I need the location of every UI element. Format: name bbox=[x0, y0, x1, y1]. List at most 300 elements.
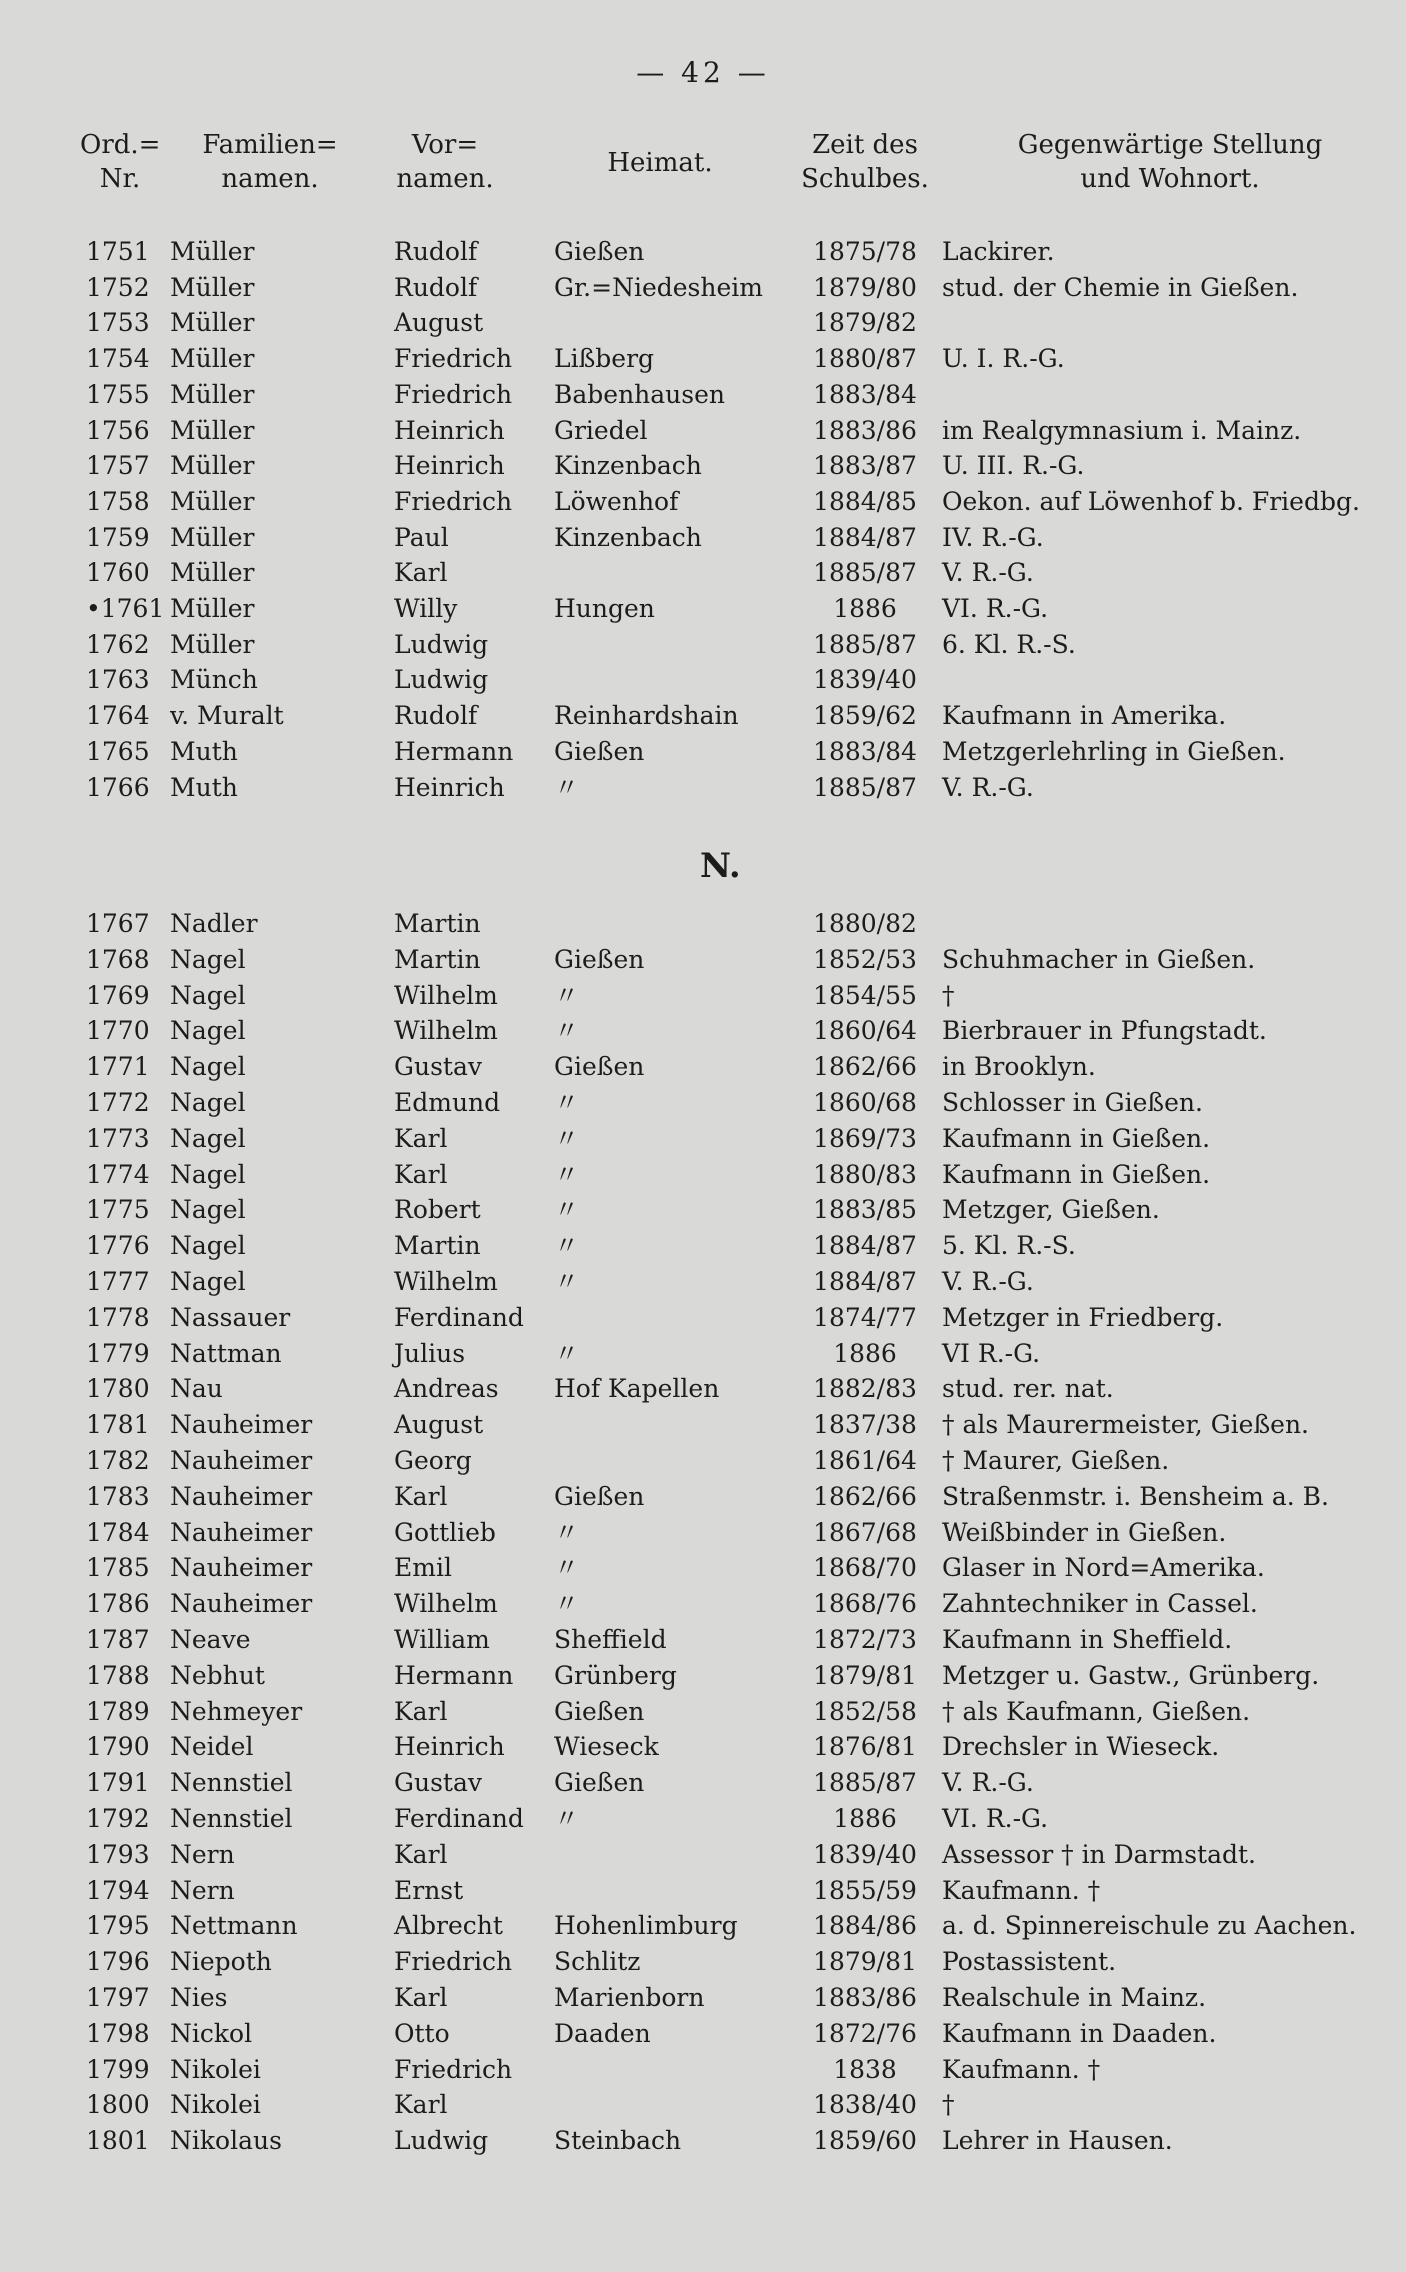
familienname: Nauheimer bbox=[170, 1517, 313, 1547]
stellung-wohnort: Metzger in Friedberg. bbox=[942, 1302, 1224, 1332]
table-row bbox=[0, 1801, 1406, 1837]
table-row bbox=[0, 555, 1406, 591]
heimat: 〃 bbox=[554, 1553, 580, 1583]
familienname: Müller bbox=[170, 308, 255, 338]
ord-nr: 1799 bbox=[86, 2054, 150, 2084]
zeit-des-schulbesuchs: 1884/87 bbox=[813, 1267, 917, 1296]
stellung-wohnort: Glaser in Nord=Amerika. bbox=[942, 1553, 1265, 1583]
vorname: August bbox=[394, 308, 484, 338]
stellung-wohnort: Lackirer. bbox=[942, 237, 1055, 266]
familienname: Nagel bbox=[170, 1267, 246, 1296]
table-row bbox=[0, 906, 1406, 942]
vorname: Karl bbox=[394, 1481, 448, 1511]
familienname: Müller bbox=[170, 272, 255, 302]
header-nr bbox=[80, 128, 160, 196]
familienname: Nennstiel bbox=[170, 1768, 293, 1798]
familienname: v. Muralt bbox=[170, 701, 284, 731]
vorname: Wilhelm bbox=[394, 1589, 498, 1619]
table-row bbox=[0, 662, 1406, 698]
table-row bbox=[0, 1694, 1406, 1730]
ord-nr: 1801 bbox=[86, 2126, 150, 2156]
ord-nr: 1765 bbox=[86, 736, 150, 766]
ord-nr: 1770 bbox=[86, 1016, 150, 1046]
ord-nr: 1768 bbox=[86, 944, 150, 974]
heimat: Gießen bbox=[554, 1768, 645, 1798]
heimat: Babenhausen bbox=[554, 379, 726, 409]
vorname: Heinrich bbox=[394, 1732, 505, 1762]
ord-nr: 1786 bbox=[86, 1589, 150, 1619]
zeit-des-schulbesuchs: 1884/85 bbox=[813, 486, 917, 516]
familienname: Neidel bbox=[170, 1732, 254, 1762]
stellung-wohnort: VI R.-G. bbox=[942, 1338, 1041, 1368]
table-row bbox=[0, 1550, 1406, 1586]
heimat: Lißberg bbox=[554, 344, 655, 374]
stellung-wohnort: a. d. Spinnereischule zu Aachen. bbox=[942, 1911, 1357, 1941]
vorname: Rudolf bbox=[394, 237, 478, 266]
stellung-wohnort: Kaufmann. † bbox=[942, 1875, 1101, 1905]
table-row bbox=[0, 1944, 1406, 1980]
vorname: August bbox=[394, 1410, 484, 1440]
ord-nr: 1755 bbox=[86, 379, 150, 409]
familienname: Nern bbox=[170, 1875, 235, 1905]
vorname: Edmund bbox=[394, 1088, 501, 1117]
stellung-wohnort: Bierbrauer in Pfungstadt. bbox=[942, 1016, 1267, 1046]
vorname: Friedrich bbox=[394, 344, 513, 374]
stellung-wohnort: in Brooklyn. bbox=[942, 1052, 1096, 1082]
vorname: Rudolf bbox=[394, 701, 478, 731]
familienname: Nagel bbox=[170, 1052, 246, 1082]
familienname: Nebhut bbox=[170, 1660, 265, 1690]
zeit-des-schulbesuchs: 1883/84 bbox=[813, 736, 917, 766]
heimat: Reinhardshain bbox=[554, 701, 739, 731]
vorname: Emil bbox=[394, 1553, 452, 1583]
ord-nr: 1792 bbox=[86, 1804, 150, 1833]
stellung-wohnort: 6. Kl. R.-S. bbox=[942, 629, 1076, 659]
stellung-wohnort: Schlosser in Gießen. bbox=[942, 1088, 1203, 1117]
heimat: Gießen bbox=[554, 237, 645, 266]
zeit-des-schulbesuchs: 1885/87 bbox=[813, 629, 917, 659]
zeit-des-schulbesuchs: 1874/77 bbox=[813, 1302, 917, 1332]
zeit-des-schulbesuchs: 1859/60 bbox=[813, 2126, 917, 2156]
stellung-wohnort: U. III. R.-G. bbox=[942, 451, 1085, 481]
ord-nr: 1783 bbox=[86, 1481, 150, 1511]
ord-nr: 1766 bbox=[86, 772, 150, 802]
vorname: Martin bbox=[394, 1231, 481, 1261]
familienname: Nettmann bbox=[170, 1911, 298, 1941]
stellung-wohnort: V. R.-G. bbox=[942, 772, 1034, 802]
table-row bbox=[0, 305, 1406, 341]
ord-nr: 1790 bbox=[86, 1732, 150, 1762]
heimat: Daaden bbox=[554, 2018, 651, 2048]
table-row bbox=[0, 591, 1406, 627]
header-line: Gegenwärtige Stellung bbox=[1017, 130, 1323, 160]
heimat: Gießen bbox=[554, 944, 645, 974]
vorname: Martin bbox=[394, 909, 481, 938]
header-familienname bbox=[190, 128, 350, 196]
ord-nr: 1784 bbox=[86, 1517, 150, 1547]
ord-nr: 1788 bbox=[86, 1660, 150, 1690]
familienname: Nadler bbox=[170, 909, 258, 938]
stellung-wohnort: Schuhmacher in Gießen. bbox=[942, 944, 1256, 974]
table-row bbox=[0, 1622, 1406, 1658]
vorname: Ludwig bbox=[394, 665, 489, 695]
heimat: Sheffield bbox=[554, 1625, 667, 1654]
ord-nr: 1759 bbox=[86, 522, 150, 552]
heimat: 〃 bbox=[554, 1231, 580, 1261]
heimat: 〃 bbox=[554, 1123, 580, 1153]
vorname: Heinrich bbox=[394, 415, 505, 445]
ord-nr: 1789 bbox=[86, 1696, 150, 1726]
ord-nr: 1769 bbox=[86, 980, 150, 1010]
vorname: Friedrich bbox=[394, 379, 513, 409]
zeit-des-schulbesuchs: 1882/83 bbox=[813, 1374, 917, 1404]
vorname: Karl bbox=[394, 1839, 448, 1869]
familienname: Müller bbox=[170, 344, 255, 374]
stellung-wohnort: Oekon. auf Löwenhof b. Friedbg. bbox=[942, 486, 1360, 516]
familienname: Nauheimer bbox=[170, 1446, 313, 1475]
ord-nr: 1796 bbox=[86, 1947, 150, 1977]
header-line: Zeit des bbox=[812, 130, 918, 160]
table-row bbox=[0, 1765, 1406, 1801]
ord-nr: 1785 bbox=[86, 1553, 150, 1583]
header-stellung bbox=[980, 128, 1360, 196]
table-row bbox=[0, 413, 1406, 449]
familienname: Nickol bbox=[170, 2018, 253, 2048]
ord-nr: 1795 bbox=[86, 1911, 150, 1941]
header-line: Heimat. bbox=[607, 148, 713, 178]
table-row bbox=[0, 698, 1406, 734]
stellung-wohnort: Straßenmstr. i. Bensheim a. B. bbox=[942, 1481, 1329, 1511]
ord-nr: 1797 bbox=[86, 1983, 150, 2012]
zeit-des-schulbesuchs: 1884/87 bbox=[813, 522, 917, 552]
header-line: namen. bbox=[396, 164, 494, 194]
heimat: Hohenlimburg bbox=[554, 1911, 738, 1941]
familienname: Nau bbox=[170, 1374, 223, 1404]
familienname: Nauheimer bbox=[170, 1553, 313, 1583]
stellung-wohnort: Postassistent. bbox=[942, 1947, 1117, 1977]
familienname: Nennstiel bbox=[170, 1804, 293, 1833]
heimat: 〃 bbox=[554, 1195, 580, 1225]
vorname: Willy bbox=[394, 594, 458, 623]
familienname: Nehmeyer bbox=[170, 1696, 303, 1726]
heimat: 〃 bbox=[554, 1517, 580, 1547]
ord-nr: 1760 bbox=[86, 558, 150, 588]
heimat: Grünberg bbox=[554, 1660, 677, 1690]
stellung-wohnort: Kaufmann in Gießen. bbox=[942, 1123, 1211, 1153]
table-row bbox=[0, 1837, 1406, 1873]
heimat: Gießen bbox=[554, 736, 645, 766]
page-number: — 42 — bbox=[636, 56, 770, 89]
table-row bbox=[0, 341, 1406, 377]
table-row bbox=[0, 484, 1406, 520]
heimat: 〃 bbox=[554, 1338, 580, 1368]
stellung-wohnort: im Realgymnasium i. Mainz. bbox=[942, 415, 1302, 445]
zeit-des-schulbesuchs: 1862/66 bbox=[813, 1052, 917, 1082]
zeit-des-schulbesuchs: 1884/86 bbox=[813, 1911, 917, 1941]
familienname: Niepoth bbox=[170, 1947, 272, 1977]
table-row bbox=[0, 1658, 1406, 1694]
ord-nr: 1793 bbox=[86, 1839, 150, 1869]
familienname: Müller bbox=[170, 415, 255, 445]
table-row bbox=[0, 770, 1406, 806]
vorname: Karl bbox=[394, 2090, 448, 2120]
header-line: namen. bbox=[221, 164, 319, 194]
header-vorname bbox=[380, 128, 510, 196]
section-letter: N. bbox=[700, 846, 741, 886]
heimat: 〃 bbox=[554, 1016, 580, 1046]
vorname: Hermann bbox=[394, 736, 514, 766]
ord-nr: 1778 bbox=[86, 1302, 150, 1332]
vorname: Ludwig bbox=[394, 2126, 489, 2156]
table-row bbox=[0, 2052, 1406, 2088]
header-line: und Wohnort. bbox=[1080, 164, 1260, 194]
header-line: Nr. bbox=[99, 164, 141, 194]
heimat: Gr.=Niedesheim bbox=[554, 272, 763, 302]
vorname: Gottlieb bbox=[394, 1517, 496, 1547]
table-row bbox=[0, 1980, 1406, 2016]
stellung-wohnort: Drechsler in Wieseck. bbox=[942, 1732, 1220, 1762]
ord-nr: 1751 bbox=[86, 237, 150, 266]
zeit-des-schulbesuchs: 1861/64 bbox=[813, 1446, 917, 1475]
stellung-wohnort: stud. der Chemie in Gießen. bbox=[942, 272, 1299, 302]
familienname: Müller bbox=[170, 379, 255, 409]
heimat: 〃 bbox=[554, 1804, 580, 1833]
familienname: Nagel bbox=[170, 944, 246, 974]
header-line: Ord.= bbox=[80, 130, 161, 160]
vorname: Karl bbox=[394, 1159, 448, 1189]
table-row bbox=[0, 377, 1406, 413]
heimat: Gießen bbox=[554, 1052, 645, 1082]
vorname: Heinrich bbox=[394, 451, 505, 481]
stellung-wohnort: † als Kaufmann, Gießen. bbox=[942, 1696, 1251, 1726]
stellung-wohnort: † Maurer, Gießen. bbox=[942, 1446, 1170, 1475]
heimat: Schlitz bbox=[554, 1947, 641, 1977]
stellung-wohnort: Assessor † in Darmstadt. bbox=[942, 1839, 1256, 1869]
ord-nr: 1771 bbox=[86, 1052, 150, 1082]
ord-nr: 1756 bbox=[86, 415, 150, 445]
table-row bbox=[0, 734, 1406, 770]
table-row bbox=[0, 1085, 1406, 1121]
stellung-wohnort: Realschule in Mainz. bbox=[942, 1983, 1207, 2012]
stellung-wohnort: Lehrer in Hausen. bbox=[942, 2126, 1173, 2156]
familienname: Nagel bbox=[170, 980, 246, 1010]
familienname: Müller bbox=[170, 558, 255, 588]
zeit-des-schulbesuchs: 1867/68 bbox=[813, 1517, 917, 1547]
familienname: Nassauer bbox=[170, 1302, 291, 1332]
vorname: Otto bbox=[394, 2018, 450, 2048]
vorname: Ernst bbox=[394, 1875, 464, 1905]
vorname: Karl bbox=[394, 1983, 448, 2012]
ord-nr: 1781 bbox=[86, 1410, 150, 1440]
familienname: Nauheimer bbox=[170, 1481, 313, 1511]
ord-nr: 1754 bbox=[86, 344, 150, 374]
stellung-wohnort: Kaufmann in Daaden. bbox=[942, 2018, 1217, 2048]
ord-nr: 1779 bbox=[86, 1338, 150, 1368]
zeit-des-schulbesuchs: 1879/81 bbox=[813, 1947, 917, 1977]
vorname: Martin bbox=[394, 944, 481, 974]
familienname: Nagel bbox=[170, 1016, 246, 1046]
vorname: Ferdinand bbox=[394, 1302, 524, 1332]
zeit-des-schulbesuchs: 1880/83 bbox=[813, 1159, 917, 1189]
header-heimat bbox=[580, 146, 740, 180]
table-row bbox=[0, 1300, 1406, 1336]
zeit-des-schulbesuchs: 1883/84 bbox=[813, 379, 917, 409]
familienname: Nagel bbox=[170, 1231, 246, 1261]
vorname: Friedrich bbox=[394, 486, 513, 516]
table-row bbox=[0, 2087, 1406, 2123]
zeit-des-schulbesuchs: 1880/82 bbox=[813, 909, 917, 938]
vorname: Albrecht bbox=[394, 1911, 503, 1941]
table-row bbox=[0, 520, 1406, 556]
table-row bbox=[0, 448, 1406, 484]
familienname: Müller bbox=[170, 486, 255, 516]
stellung-wohnort: Kaufmann in Gießen. bbox=[942, 1159, 1211, 1189]
table-row bbox=[0, 1908, 1406, 1944]
zeit-des-schulbesuchs: 1886 bbox=[833, 1804, 897, 1833]
heimat: Löwenhof bbox=[554, 486, 679, 516]
zeit-des-schulbesuchs: 1875/78 bbox=[813, 237, 917, 266]
zeit-des-schulbesuchs: 1855/59 bbox=[813, 1875, 917, 1905]
zeit-des-schulbesuchs: 1868/70 bbox=[813, 1553, 917, 1583]
familienname: Müller bbox=[170, 629, 255, 659]
vorname: Friedrich bbox=[394, 2054, 513, 2084]
table-row bbox=[0, 1049, 1406, 1085]
stellung-wohnort: † bbox=[942, 980, 955, 1010]
familienname: Muth bbox=[170, 772, 238, 802]
ord-nr: 1757 bbox=[86, 451, 150, 481]
header-line: Vor= bbox=[411, 130, 479, 160]
heimat: Griedel bbox=[554, 415, 648, 445]
table-row bbox=[0, 1157, 1406, 1193]
vorname: Karl bbox=[394, 558, 448, 588]
table-row bbox=[0, 1336, 1406, 1372]
familienname: Nagel bbox=[170, 1123, 246, 1153]
zeit-des-schulbesuchs: 1879/82 bbox=[813, 308, 917, 338]
zeit-des-schulbesuchs: 1838/40 bbox=[813, 2090, 917, 2120]
ord-nr: 1777 bbox=[86, 1267, 150, 1296]
zeit-des-schulbesuchs: 1837/38 bbox=[813, 1410, 917, 1440]
heimat: 〃 bbox=[554, 772, 580, 802]
zeit-des-schulbesuchs: 1886 bbox=[833, 594, 897, 623]
ord-nr: 1794 bbox=[86, 1875, 150, 1905]
zeit-des-schulbesuchs: 1884/87 bbox=[813, 1231, 917, 1261]
table-row bbox=[0, 1479, 1406, 1515]
stellung-wohnort: † als Maurermeister, Gießen. bbox=[942, 1410, 1309, 1440]
zeit-des-schulbesuchs: 1876/81 bbox=[813, 1732, 917, 1762]
zeit-des-schulbesuchs: 1885/87 bbox=[813, 558, 917, 588]
stellung-wohnort: V. R.-G. bbox=[942, 1768, 1034, 1798]
table-row bbox=[0, 1407, 1406, 1443]
table-row bbox=[0, 1121, 1406, 1157]
vorname: Georg bbox=[394, 1446, 472, 1475]
zeit-des-schulbesuchs: 1852/53 bbox=[813, 944, 917, 974]
zeit-des-schulbesuchs: 1880/87 bbox=[813, 344, 917, 374]
table-row bbox=[0, 1013, 1406, 1049]
ord-nr: 1772 bbox=[86, 1088, 150, 1117]
vorname: Wilhelm bbox=[394, 1267, 498, 1296]
stellung-wohnort: V. R.-G. bbox=[942, 1267, 1034, 1296]
ord-nr: 1780 bbox=[86, 1374, 150, 1404]
vorname: Gustav bbox=[394, 1768, 482, 1798]
ord-nr: •1761 bbox=[86, 594, 165, 623]
heimat: Kinzenbach bbox=[554, 522, 702, 552]
heimat: 〃 bbox=[554, 1589, 580, 1619]
ord-nr: 1775 bbox=[86, 1195, 150, 1225]
stellung-wohnort: VI. R.-G. bbox=[942, 594, 1049, 623]
table-row bbox=[0, 978, 1406, 1014]
zeit-des-schulbesuchs: 1852/58 bbox=[813, 1696, 917, 1726]
zeit-des-schulbesuchs: 1839/40 bbox=[813, 665, 917, 695]
header-line: Schulbes. bbox=[801, 164, 929, 194]
header-line: Familien= bbox=[202, 130, 338, 160]
familienname: Nies bbox=[170, 1983, 228, 2012]
vorname: Julius bbox=[394, 1338, 466, 1368]
vorname: Karl bbox=[394, 1123, 448, 1153]
zeit-des-schulbesuchs: 1868/76 bbox=[813, 1589, 917, 1619]
ord-nr: 1800 bbox=[86, 2090, 150, 2120]
vorname: Karl bbox=[394, 1696, 448, 1726]
familienname: Nern bbox=[170, 1839, 235, 1869]
familienname: Nagel bbox=[170, 1159, 246, 1189]
ord-nr: 1753 bbox=[86, 308, 150, 338]
familienname: Neave bbox=[170, 1625, 251, 1654]
table-row bbox=[0, 234, 1406, 270]
zeit-des-schulbesuchs: 1862/66 bbox=[813, 1481, 917, 1511]
zeit-des-schulbesuchs: 1883/85 bbox=[813, 1195, 917, 1225]
ord-nr: 1763 bbox=[86, 665, 150, 695]
table-row bbox=[0, 1729, 1406, 1765]
table-row bbox=[0, 1228, 1406, 1264]
stellung-wohnort: Metzgerlehrling in Gießen. bbox=[942, 736, 1286, 766]
table-row bbox=[0, 1264, 1406, 1300]
zeit-des-schulbesuchs: 1860/68 bbox=[813, 1088, 917, 1117]
ord-nr: 1752 bbox=[86, 272, 150, 302]
ord-nr: 1774 bbox=[86, 1159, 150, 1189]
familienname: Müller bbox=[170, 237, 255, 266]
table-row bbox=[0, 1371, 1406, 1407]
familienname: Nattman bbox=[170, 1338, 282, 1368]
stellung-wohnort: Kaufmann in Amerika. bbox=[942, 701, 1227, 731]
vorname: Ferdinand bbox=[394, 1804, 524, 1833]
stellung-wohnort: IV. R.-G. bbox=[942, 522, 1044, 552]
header-zeit bbox=[790, 128, 940, 196]
table-row bbox=[0, 942, 1406, 978]
zeit-des-schulbesuchs: 1860/64 bbox=[813, 1016, 917, 1046]
familienname: Münch bbox=[170, 665, 258, 695]
familienname: Nikolaus bbox=[170, 2126, 282, 2156]
table-row bbox=[0, 270, 1406, 306]
vorname: Robert bbox=[394, 1195, 481, 1225]
heimat: Gießen bbox=[554, 1481, 645, 1511]
heimat: 〃 bbox=[554, 980, 580, 1010]
stellung-wohnort: 5. Kl. R.-S. bbox=[942, 1231, 1076, 1261]
vorname: Wilhelm bbox=[394, 1016, 498, 1046]
stellung-wohnort: Metzger u. Gastw., Grünberg. bbox=[942, 1660, 1320, 1690]
ord-nr: 1782 bbox=[86, 1446, 150, 1475]
stellung-wohnort: Zahntechniker in Cassel. bbox=[942, 1589, 1258, 1619]
table-row bbox=[0, 1443, 1406, 1479]
zeit-des-schulbesuchs: 1859/62 bbox=[813, 701, 917, 731]
vorname: Wilhelm bbox=[394, 980, 498, 1010]
ord-nr: 1791 bbox=[86, 1768, 150, 1798]
familienname: Müller bbox=[170, 594, 255, 623]
table-row bbox=[0, 1586, 1406, 1622]
heimat: 〃 bbox=[554, 1267, 580, 1296]
vorname: William bbox=[394, 1625, 490, 1654]
zeit-des-schulbesuchs: 1879/80 bbox=[813, 272, 917, 302]
stellung-wohnort: VI. R.-G. bbox=[942, 1804, 1049, 1833]
familienname: Nagel bbox=[170, 1088, 246, 1117]
